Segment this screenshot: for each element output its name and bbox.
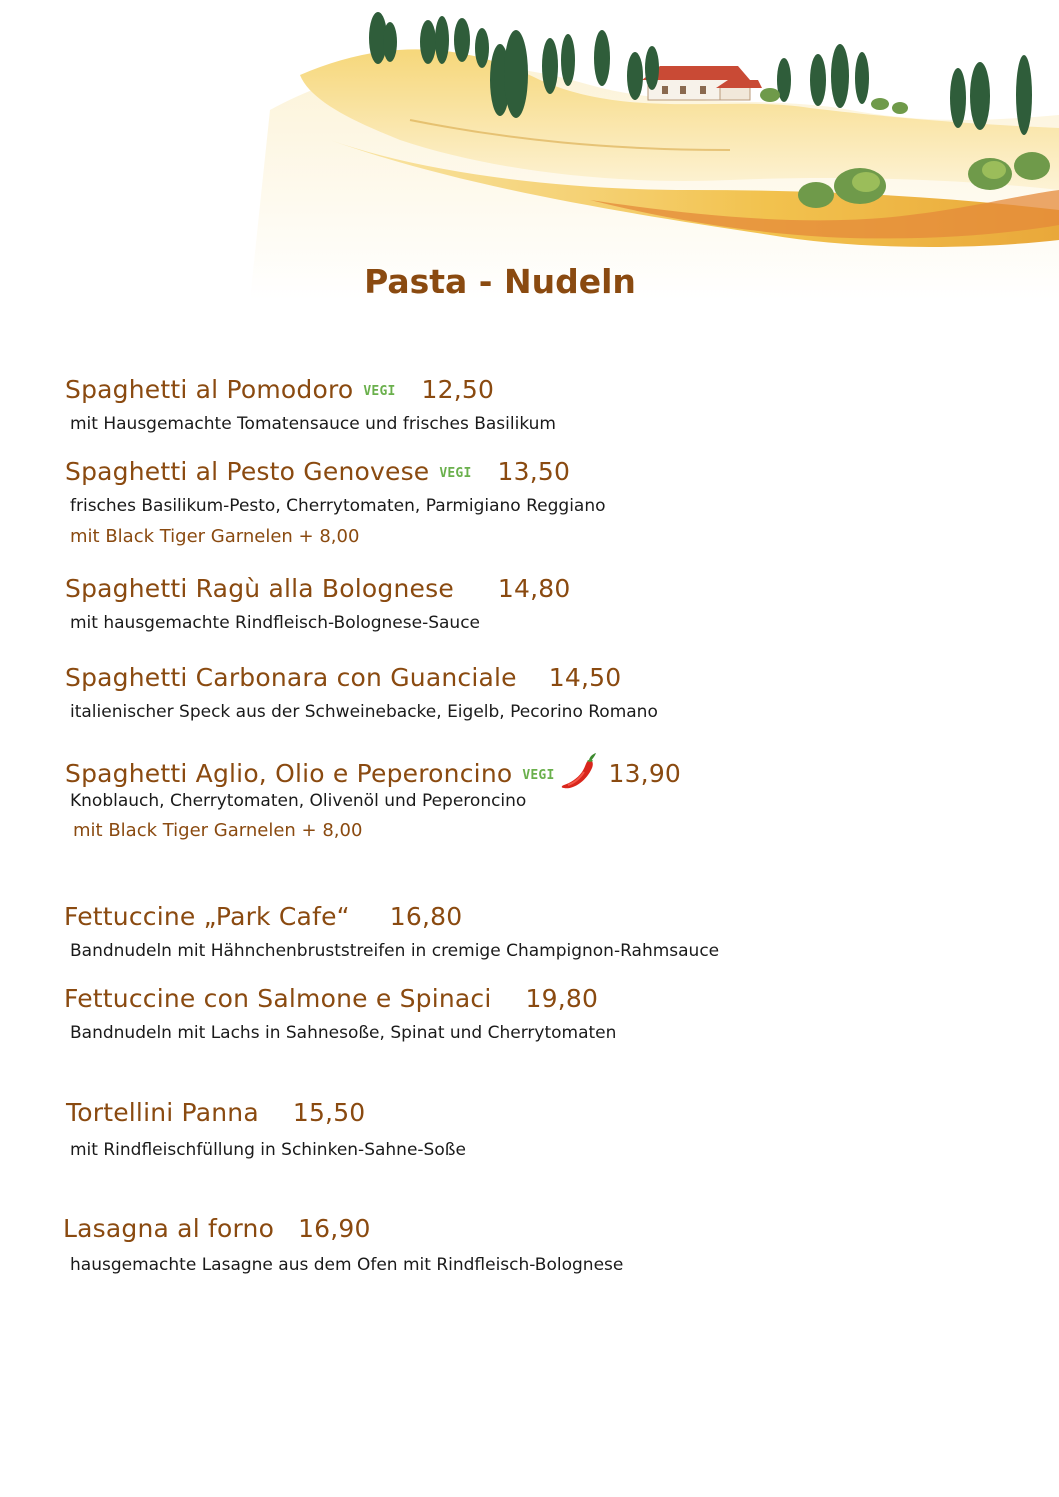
dish-price: 19,80 [525,984,599,1013]
vegi-badge: VEGI [439,466,472,481]
menu-item-title [65,457,570,486]
tuscan-landscape-illustration [210,0,1059,300]
dish-price: 13,90 [608,759,682,788]
menu-item-title [65,375,494,404]
dish-name: Spaghetti Ragù alla Bolognese [65,574,454,603]
dish-name: Fettuccine „Park Cafe“ [64,902,350,931]
dish-description: frisches Basilikum-Pesto, Cherrytomaten, Parmigiano Reggiano [70,496,606,516]
dish-description: Bandnudeln mit Lachs in Sahnesoße, Spinat und Cherrytomaten [70,1023,617,1043]
dish-price: 14,80 [497,574,571,603]
dish-price: 14,50 [548,663,622,692]
dish-name: Spaghetti Carbonara con Guanciale [65,663,517,692]
dish-name: Spaghetti al Pomodoro [65,375,354,404]
dish-description: italienischer Speck aus der Schweinebacke, Eigelb, Pecorino Romano [70,702,658,722]
vegi-badge: VEGI [363,384,396,399]
dish-description: Knoblauch, Cherrytomaten, Olivenöl und Peperoncino [70,791,527,811]
chili-pepper-icon [556,752,600,794]
page-title: Pasta - Nudeln [364,262,636,301]
menu-item-title [64,902,462,931]
dish-description: Bandnudeln mit Hähnchenbruststreifen in cremige Champignon-Rahmsauce [70,941,720,961]
menu-item-title [65,752,681,794]
vegi-badge: VEGI [522,768,555,783]
dish-name: Lasagna al forno [63,1214,275,1243]
menu-item-title [63,1214,371,1243]
dish-price: 12,50 [421,375,495,404]
dish-description: mit hausgemachte Rindfleisch-Bolognese-Sauce [70,613,481,633]
dish-name: Spaghetti Aglio, Olio e Peperoncino [65,759,513,788]
menu-item-title [64,984,598,1013]
dish-name: Fettuccine con Salmone e Spinaci [64,984,492,1013]
dish-extra-option: mit Black Tiger Garnelen + 8,00 [73,820,363,841]
menu-item-title [65,574,571,603]
dish-price: 16,90 [298,1214,371,1243]
dish-price: 13,50 [497,457,571,486]
dish-name: Spaghetti al Pesto Genovese [65,457,430,486]
dish-price: 16,80 [389,902,463,931]
dish-name: Tortellini Panna [66,1098,259,1127]
menu-item-title [65,663,621,692]
dish-description: mit Rindfleischfüllung in Schinken-Sahne-Soße [70,1140,466,1160]
dish-description: mit Hausgemachte Tomatensauce und frisches Basilikum [70,414,556,434]
menu-item-title [66,1098,365,1127]
dish-extra-option: mit Black Tiger Garnelen + 8,00 [70,526,360,547]
dish-price: 15,50 [292,1098,366,1127]
dish-description: hausgemachte Lasagne aus dem Ofen mit Rindfleisch-Bolognese [70,1255,624,1275]
